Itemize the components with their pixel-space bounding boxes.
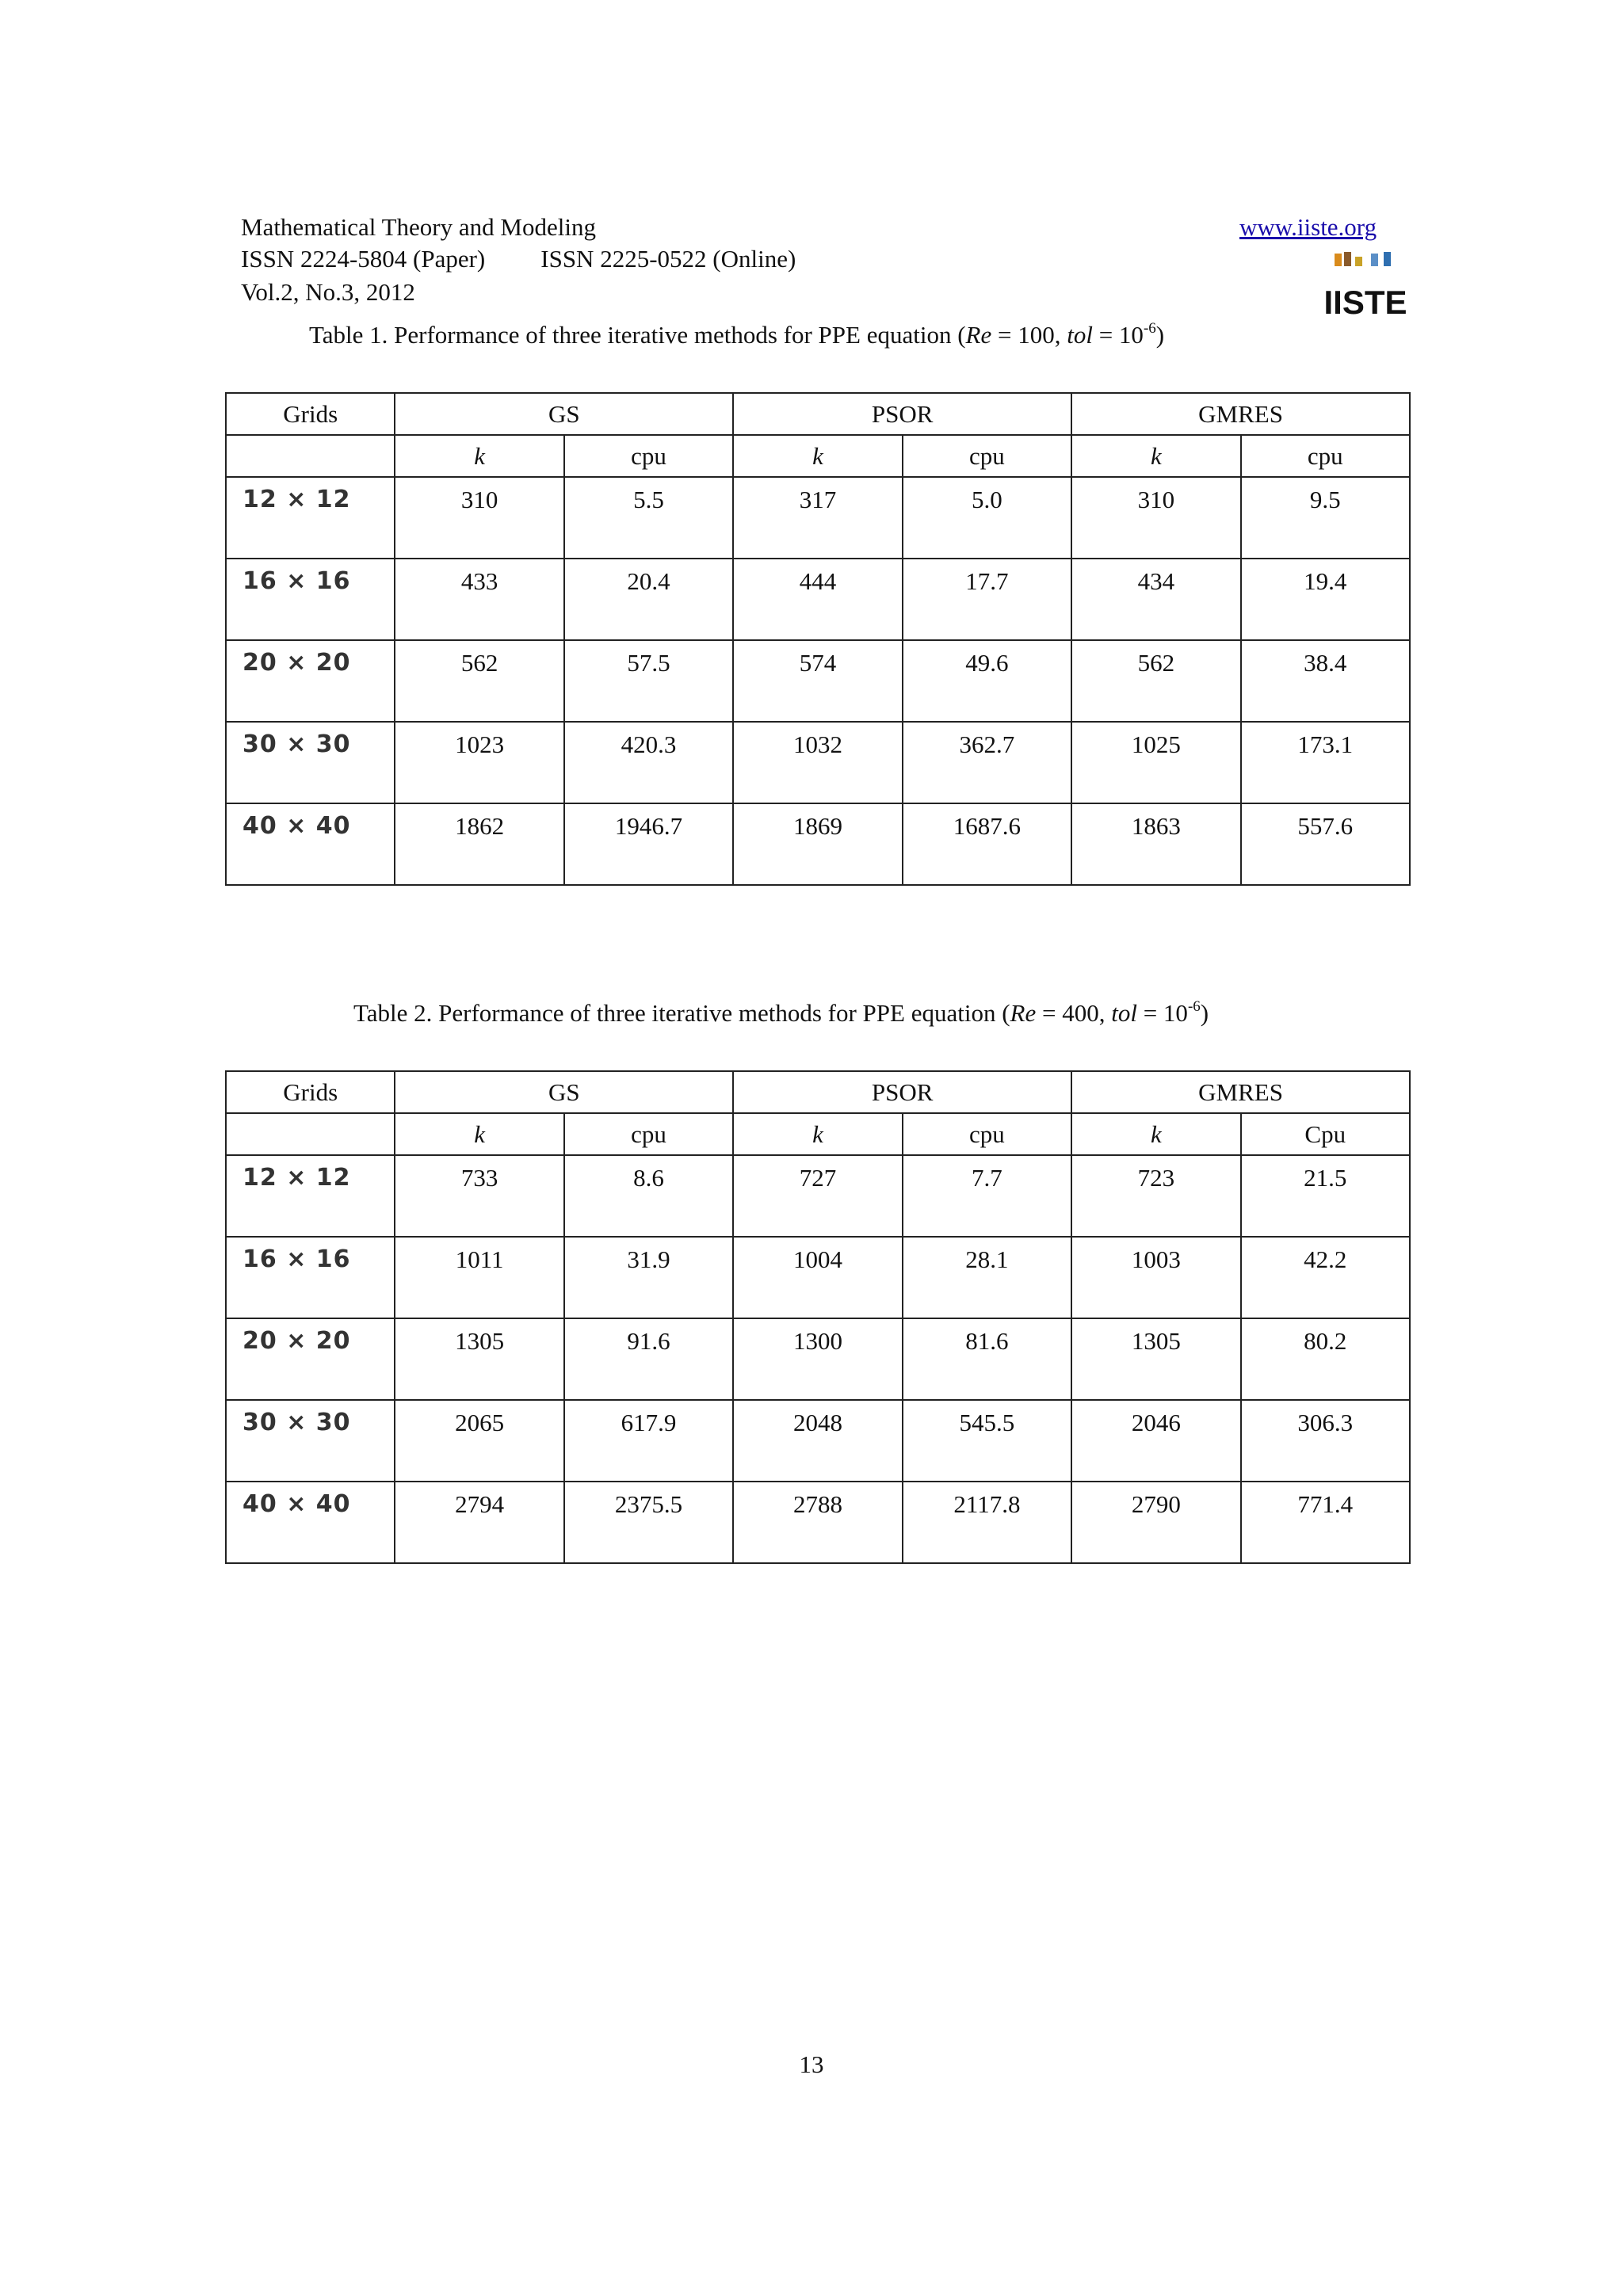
table-cell: 545.5 — [903, 1400, 1071, 1482]
table-cell: 1300 — [733, 1318, 902, 1400]
grids-header: Grids — [226, 1071, 395, 1113]
grid-size: 12 × 12 — [226, 477, 395, 559]
table-cell: 1023 — [395, 722, 563, 803]
table-cell: 433 — [395, 559, 563, 640]
subheader-cpu: Cpu — [1241, 1113, 1410, 1155]
table-cell: 21.5 — [1241, 1155, 1410, 1237]
journal-title: Mathematical Theory and Modeling — [241, 213, 596, 241]
table-subheader-row — [226, 435, 1410, 477]
table-1 — [225, 392, 1411, 886]
table-cell: 19.4 — [1241, 559, 1410, 640]
table-cell: 1011 — [395, 1237, 563, 1318]
table-cell: 2375.5 — [564, 1482, 733, 1563]
table-cell: 310 — [1071, 477, 1240, 559]
table-cell: 1687.6 — [903, 803, 1071, 885]
table-cell: 2790 — [1071, 1482, 1240, 1563]
table-row — [226, 559, 1410, 640]
table-cell: 310 — [395, 477, 563, 559]
subheader-cpu: cpu — [1241, 435, 1410, 477]
gmres-header: GMRES — [1071, 393, 1410, 435]
table-cell: 5.0 — [903, 477, 1071, 559]
table-cell: 1305 — [395, 1318, 563, 1400]
table-cell: 617.9 — [564, 1400, 733, 1482]
gs-header: GS — [395, 1071, 733, 1113]
table-cell: 2117.8 — [903, 1482, 1071, 1563]
table-cell: 2065 — [395, 1400, 563, 1482]
table-cell: 1862 — [395, 803, 563, 885]
table-cell: 771.4 — [1241, 1482, 1410, 1563]
subheader-k: k — [1071, 435, 1240, 477]
issn-line — [241, 244, 796, 274]
table-row — [226, 1155, 1410, 1237]
subheader-cpu: cpu — [903, 1113, 1071, 1155]
table-subheader-row — [226, 1113, 1410, 1155]
table-cell: 9.5 — [1241, 477, 1410, 559]
table-cell: 562 — [395, 640, 563, 722]
empty-cell — [226, 435, 395, 477]
table-cell: 362.7 — [903, 722, 1071, 803]
subheader-cpu: cpu — [564, 435, 733, 477]
table-cell: 31.9 — [564, 1237, 733, 1318]
grid-size: 12 × 12 — [226, 1155, 395, 1237]
website-link[interactable]: www.iiste.org — [1239, 213, 1377, 241]
table-cell: 1032 — [733, 722, 902, 803]
table-cell: 434 — [1071, 559, 1240, 640]
table-row — [226, 1318, 1410, 1400]
table-cell: 20.4 — [564, 559, 733, 640]
iiste-logo — [1323, 252, 1407, 321]
table-cell: 1869 — [733, 803, 902, 885]
volume-info: Vol.2, No.3, 2012 — [241, 278, 415, 306]
table-cell: 1305 — [1071, 1318, 1240, 1400]
table-cell: 444 — [733, 559, 902, 640]
table-cell: 733 — [395, 1155, 563, 1237]
table-cell: 49.6 — [903, 640, 1071, 722]
table-cell: 723 — [1071, 1155, 1240, 1237]
grid-size: 30 × 30 — [226, 722, 395, 803]
subheader-k: k — [1071, 1113, 1240, 1155]
table-cell: 81.6 — [903, 1318, 1071, 1400]
issn-paper: ISSN 2224-5804 (Paper) — [241, 245, 486, 273]
empty-cell — [226, 1113, 395, 1155]
grid-size: 20 × 20 — [226, 640, 395, 722]
gs-header: GS — [395, 393, 733, 435]
table-header-row — [226, 1071, 1410, 1113]
table-cell: 42.2 — [1241, 1237, 1410, 1318]
grid-size: 16 × 16 — [226, 1237, 395, 1318]
table-2 — [225, 1070, 1411, 1564]
table-cell: 1025 — [1071, 722, 1240, 803]
table-cell: 91.6 — [564, 1318, 733, 1400]
table-cell: 2048 — [733, 1400, 902, 1482]
table-cell: 8.6 — [564, 1155, 733, 1237]
issn-online: ISSN 2225-0522 (Online) — [540, 245, 796, 273]
grid-size: 40 × 40 — [226, 1482, 395, 1563]
psor-header: PSOR — [733, 1071, 1071, 1113]
table-cell: 420.3 — [564, 722, 733, 803]
table-row — [226, 640, 1410, 722]
table-cell: 1004 — [733, 1237, 902, 1318]
table-cell: 562 — [1071, 640, 1240, 722]
grid-size: 16 × 16 — [226, 559, 395, 640]
table-cell: 28.1 — [903, 1237, 1071, 1318]
table-row — [226, 722, 1410, 803]
table-cell: 1863 — [1071, 803, 1240, 885]
table-cell: 557.6 — [1241, 803, 1410, 885]
table-2-caption: Table 2. Performance of three iterative methods for PPE equation (Re = 400, tol = $10^{-6}$) — [353, 998, 1209, 1027]
grids-header: Grids — [226, 393, 395, 435]
svg-text:IISTE: IISTE — [1323, 284, 1407, 321]
table-cell: 5.5 — [564, 477, 733, 559]
table-cell: 17.7 — [903, 559, 1071, 640]
gmres-header: GMRES — [1071, 1071, 1410, 1113]
table-cell: 306.3 — [1241, 1400, 1410, 1482]
table-cell: 2788 — [733, 1482, 902, 1563]
subheader-cpu: cpu — [564, 1113, 733, 1155]
page-number: 13 — [799, 2050, 824, 2078]
table-cell: 727 — [733, 1155, 902, 1237]
subheader-cpu: cpu — [903, 435, 1071, 477]
table-row — [226, 1237, 1410, 1318]
grid-size: 40 × 40 — [226, 803, 395, 885]
table-cell: 574 — [733, 640, 902, 722]
table-cell: 38.4 — [1241, 640, 1410, 722]
table-row — [226, 477, 1410, 559]
table-cell: 317 — [733, 477, 902, 559]
subheader-k: k — [733, 435, 902, 477]
table-cell: 7.7 — [903, 1155, 1071, 1237]
grid-size: 20 × 20 — [226, 1318, 395, 1400]
table-row — [226, 1482, 1410, 1563]
table-header-row — [226, 393, 1410, 435]
psor-header: PSOR — [733, 393, 1071, 435]
table-cell: 1003 — [1071, 1237, 1240, 1318]
subheader-k: k — [733, 1113, 902, 1155]
table-1-caption: Table 1. Performance of three iterative methods for PPE equation (Re = 100, tol = $10^{-6}$) — [309, 320, 1165, 349]
grid-size: 30 × 30 — [226, 1400, 395, 1482]
table-cell: 1946.7 — [564, 803, 733, 885]
table-cell: 173.1 — [1241, 722, 1410, 803]
table-cell: 2794 — [395, 1482, 563, 1563]
table-row — [226, 803, 1410, 885]
table-cell: 57.5 — [564, 640, 733, 722]
table-cell: 2046 — [1071, 1400, 1240, 1482]
subheader-k: k — [395, 435, 563, 477]
table-row — [226, 1400, 1410, 1482]
subheader-k: k — [395, 1113, 563, 1155]
table-cell: 80.2 — [1241, 1318, 1410, 1400]
